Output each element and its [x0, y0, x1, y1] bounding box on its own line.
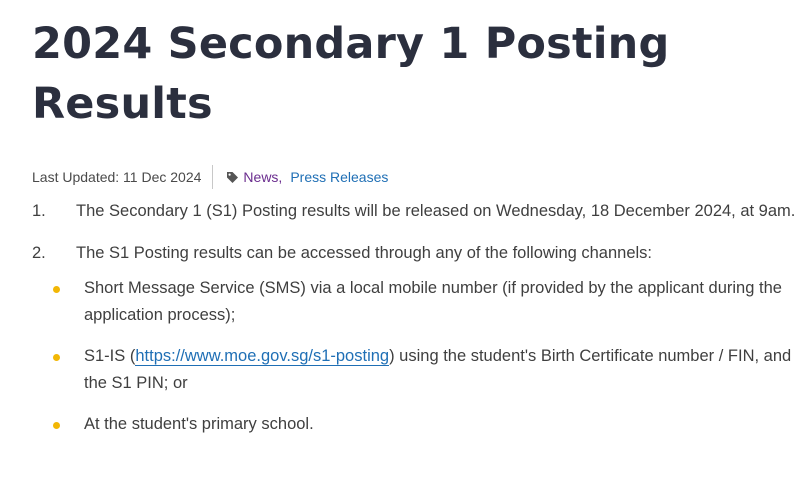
bullet-icon — [53, 354, 60, 361]
list-item-text: At the student's primary school. — [84, 415, 314, 433]
paragraph-text: The S1 Posting results can be accessed through any of the following channels: — [76, 244, 653, 262]
article-meta — [32, 164, 802, 190]
paragraph-number: 1. — [32, 202, 46, 220]
bullet-icon — [53, 286, 60, 293]
list-item-s1is — [32, 343, 802, 397]
paragraph-1 — [32, 198, 802, 225]
bullet-icon — [53, 422, 60, 429]
last-updated: Last Updated: 11 Dec 2024 — [32, 169, 202, 185]
meta-divider — [212, 165, 213, 189]
list-item-sms — [32, 275, 802, 329]
page-title: 2024 Secondary 1 Posting Results — [32, 19, 670, 129]
channel-list — [32, 275, 802, 438]
tag-link-press-releases[interactable]: Press Releases — [290, 169, 389, 185]
tag-icon — [227, 172, 238, 183]
list-item-text-prefix: S1-IS ( — [84, 347, 136, 365]
list-item-text: Short Message Service (SMS) via a local mobile number (if provided by the applicant during the application process); — [84, 279, 782, 324]
list-item-text-suffix: ) using the student's Birth Certificate number / FIN, and the S1 PIN; or — [84, 347, 792, 392]
paragraph-text: The Secondary 1 (S1) Posting results will be released on Wednesday, 18 December 2024, at 9am. — [76, 202, 796, 220]
paragraph-number: 2. — [32, 244, 46, 262]
list-item-school — [32, 411, 802, 438]
article — [32, 0, 802, 452]
tag-link-news[interactable]: News, — [243, 169, 283, 185]
paragraph-2 — [32, 240, 802, 267]
s1-posting-link[interactable]: https://www.moe.gov.sg/s1-posting — [135, 347, 390, 365]
